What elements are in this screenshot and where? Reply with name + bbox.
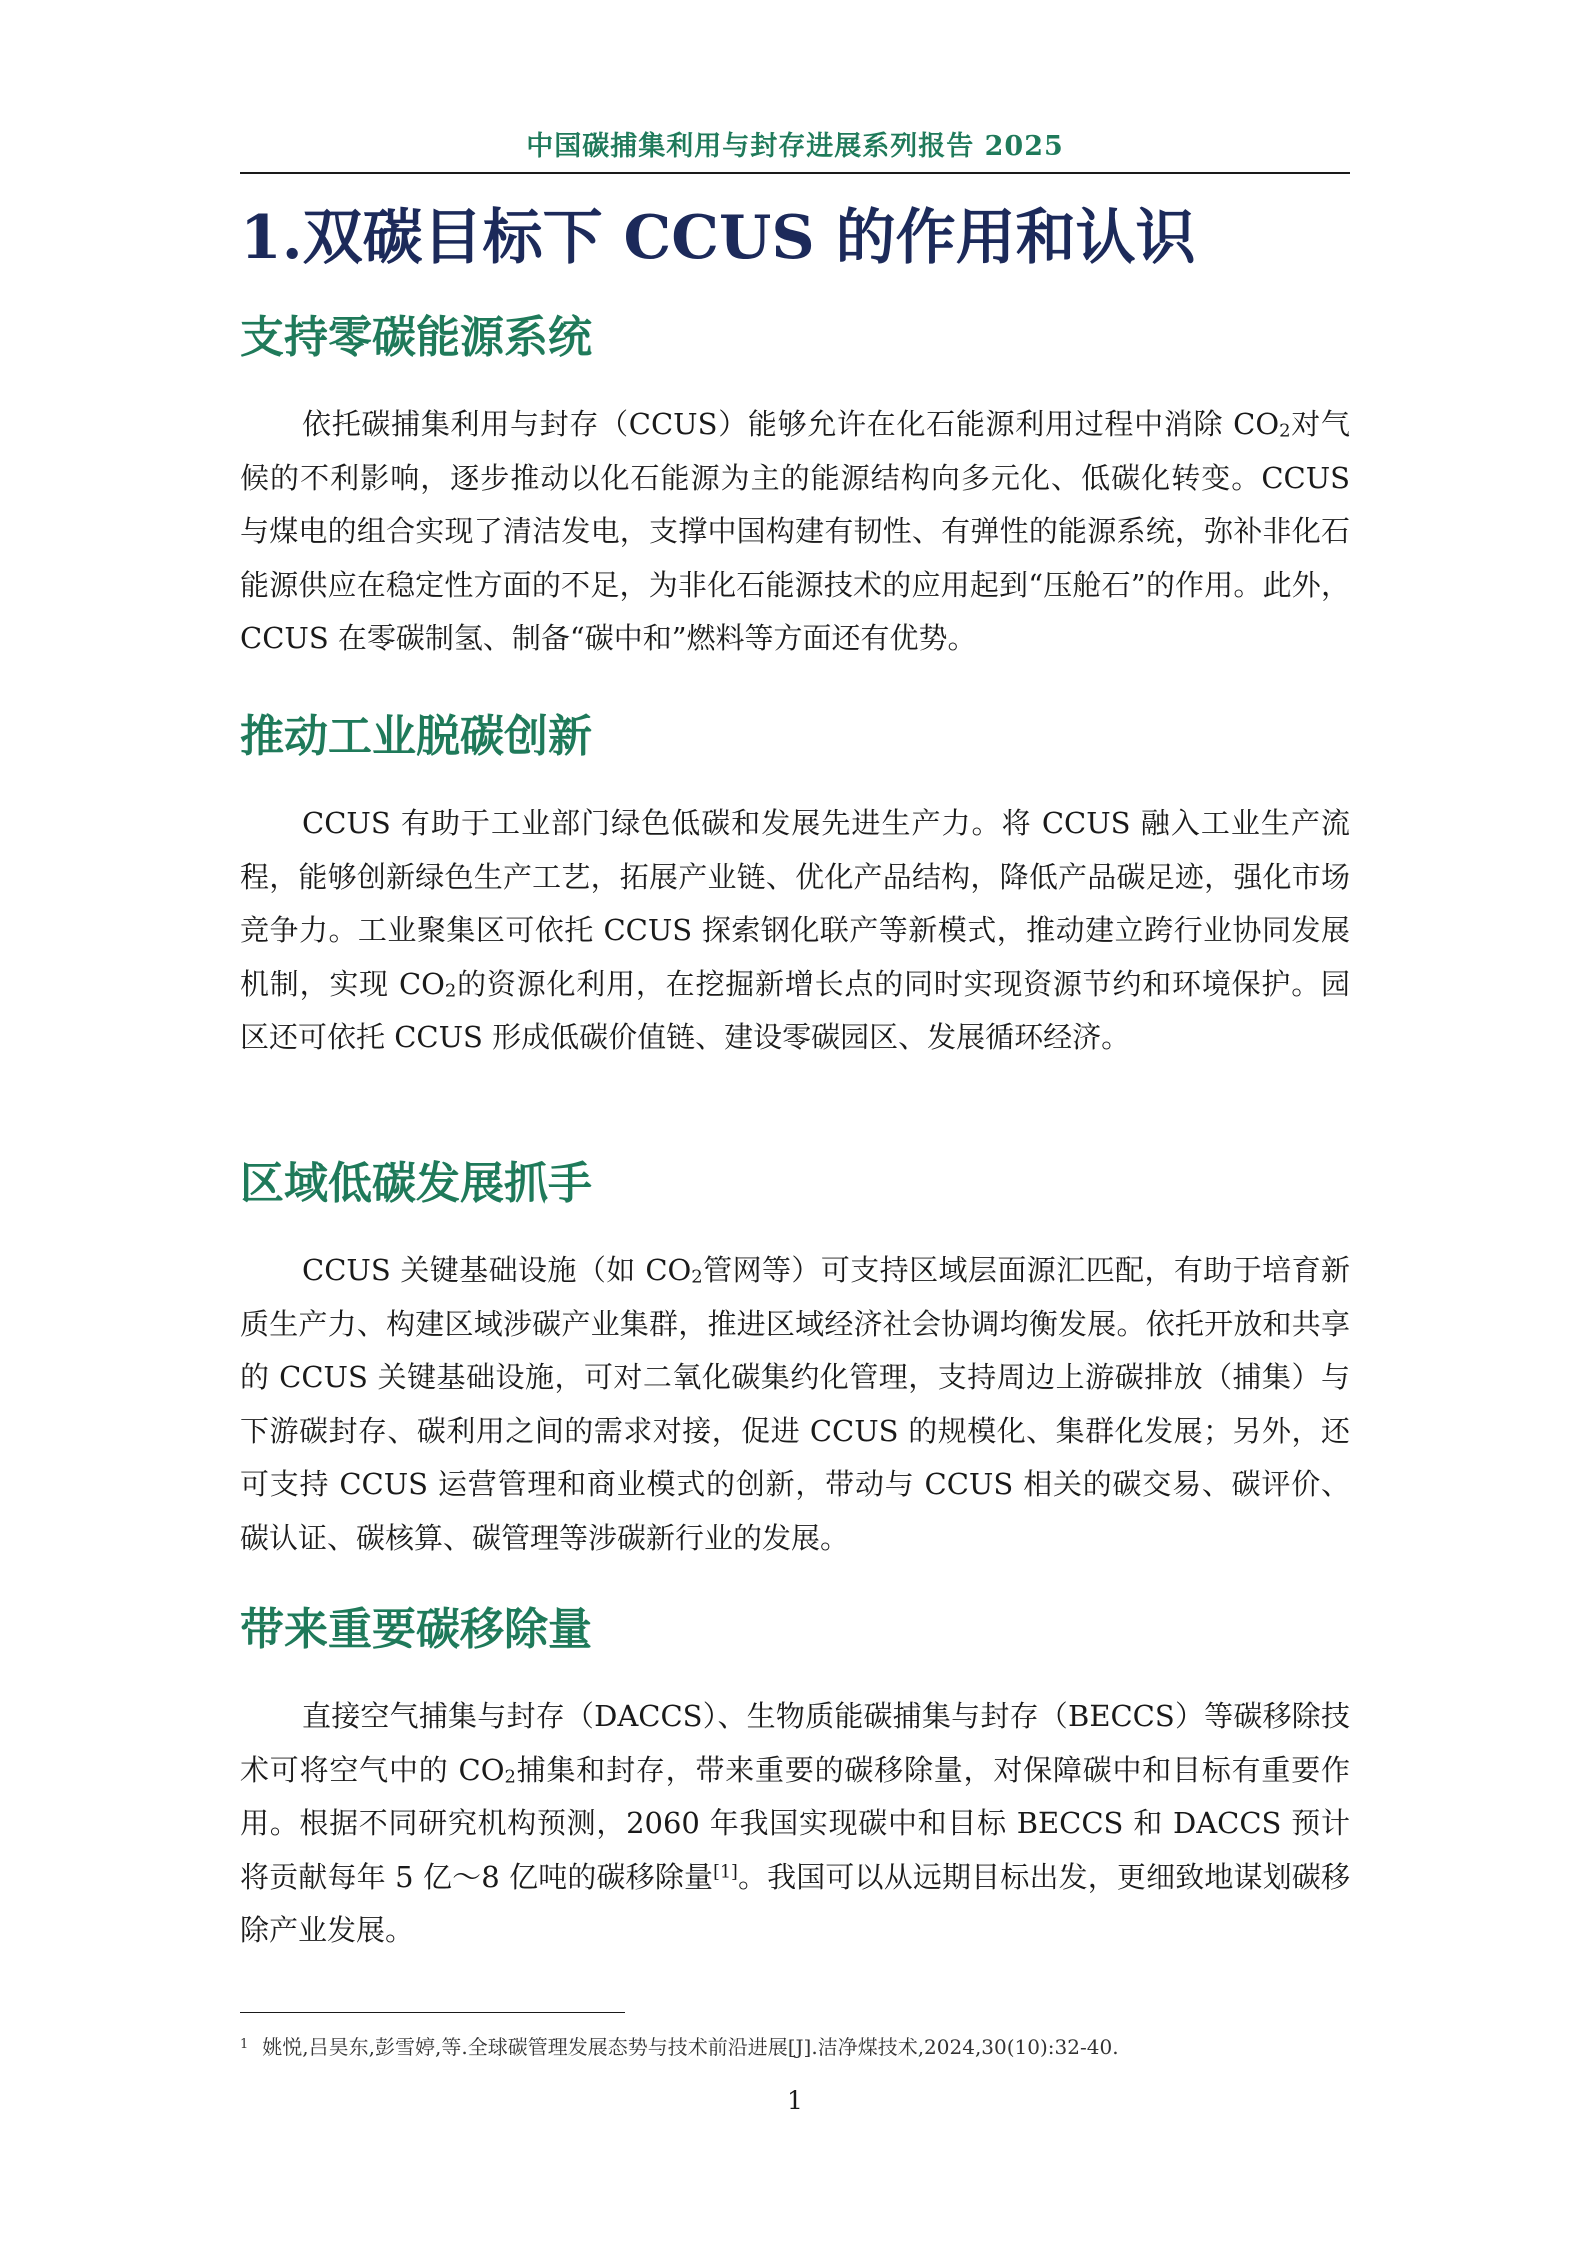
footnote-mark: 1 (240, 2037, 249, 2052)
reference-link[interactable]: [1] (713, 1861, 738, 1882)
section-paragraph (240, 1690, 1350, 1958)
paragraph-text: CCUS 关键基础设施（如 CO (302, 1253, 692, 1287)
paragraph-text: 对气候的不利影响，逐步推动以化石能源为主的能源结构向多元化、低碳化转变。CCUS 与煤电的组合实现了清洁发电，支撑中国构建有韧性、有弹性的能源系统，弥补非化石能源供应在稳定性方面的不足，为非化石能源技术的应用起到“压舱石”的作用。此外，CCUS 在零碳制氢、制备“碳中和”燃料等方面还有优势。 (240, 407, 1350, 655)
paragraph-text: 依托碳捕集利用与封存（CCUS）能够允许在化石能源利用过程中消除 CO (302, 407, 1280, 441)
report-page (240, 0, 1350, 2244)
footnote (240, 2030, 1350, 2062)
subscript: 2 (504, 1766, 516, 1788)
section-heading: 推动工业脱碳创新 (240, 711, 592, 762)
section-paragraph (240, 1244, 1350, 1565)
subscript: 2 (444, 980, 457, 1002)
page-number: 1 (787, 2086, 803, 2115)
header-rule (240, 172, 1350, 174)
section-heading: 带来重要碳移除量 (240, 1604, 592, 1655)
section-carbon-removal (240, 1600, 1350, 1958)
footnote-rule (240, 2012, 625, 2013)
subscript: 2 (691, 1266, 703, 1288)
paragraph-text: 。我国可以从远期目标出发，更细致地谋划碳移除产业发展。 (240, 1859, 1350, 1947)
section-industrial-decarbonization (240, 707, 1350, 1065)
paragraph-text: CCUS 有助于工业部门绿色低碳和发展先进生产力。将 CCUS 融入工业生产流程，能够创新绿色生产工艺，拓展产业链、优化产品结构，降低产品碳足迹，强化市场竞争力。工业聚集区可依托 CCUS 探索钢化联产等新模式，推动建立跨行业协同发展机制，实现 CO (240, 806, 1350, 1001)
section-heading: 支持零碳能源系统 (240, 312, 592, 363)
chapter-title: 1.双碳目标下 CCUS 的作用和认识 (240, 203, 1196, 273)
paragraph-text: 直接空气捕集与封存（DACCS）、生物质能碳捕集与封存（BECCS）等碳移除技术可将空气中的 CO (240, 1699, 1350, 1787)
section-regional-low-carbon (240, 1154, 1350, 1565)
section-paragraph (240, 797, 1350, 1065)
paragraph-text: 的资源化利用，在挖掘新增长点的同时实现资源节约和环境保护。园区还可依托 CCUS 形成低碳价值链、建设零碳园区、发展循环经济。 (240, 966, 1350, 1054)
section-paragraph (240, 398, 1350, 666)
section-zero-carbon-energy (240, 308, 1350, 666)
running-header: 中国碳捕集利用与封存进展系列报告 2025 (526, 131, 1064, 162)
paragraph-text: 捕集和封存，带来重要的碳移除量，对保障碳中和目标有重要作用。根据不同研究机构预测，2060 年我国实现碳中和目标 BECCS 和 DACCS 预计将贡献每年 5 亿～8 亿吨的碳移除量 (240, 1752, 1350, 1894)
subscript: 2 (1279, 420, 1291, 442)
section-heading: 区域低碳发展抓手 (240, 1158, 592, 1209)
footnote-text: 姚悦,吕昊东,彭雪婷,等.全球碳管理发展态势与技术前沿进展[J].洁净煤技术,2024,30(10):32-40. (262, 2035, 1119, 2059)
paragraph-text: 管网等）可支持区域层面源汇匹配，有助于培育新质生产力、构建区域涉碳产业集群，推进区域经济社会协调均衡发展。依托开放和共享的 CCUS 关键基础设施，可对二氧化碳集约化管理，支持周边上游碳排放（捕集）与下游碳封存、碳利用之间的需求对接，促进 CCUS 的规模化、集群化发展；另外，还可支持 CCUS 运营管理和商业模式的创新，带动与 CCUS 相关的碳交易、碳评价、碳认证、碳核算、碳管理等涉碳新行业的发展。 (240, 1253, 1350, 1555)
